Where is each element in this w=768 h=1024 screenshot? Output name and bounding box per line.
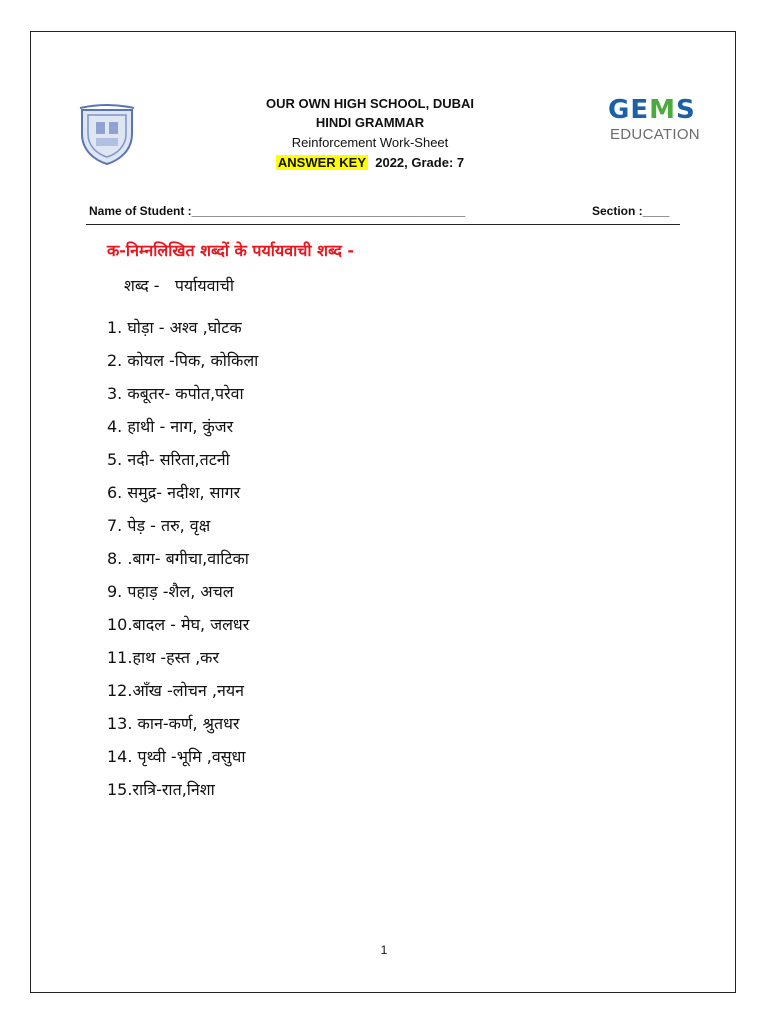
list-item: 11.हाथ -हस्त ,कर: [107, 648, 220, 667]
subject-title: HINDI GRAMMAR: [315, 115, 425, 130]
list-item: 15.रात्रि-रात,निशा: [107, 780, 215, 799]
answer-list: [107, 315, 258, 810]
answer-key-badge: ANSWER KEY: [277, 155, 366, 170]
list-item: 8. .बाग- बगीचा,वाटिका: [107, 549, 249, 568]
worksheet-title: Reinforcement Work-Sheet: [291, 135, 449, 150]
question-title: क-निम्नलिखित शब्दों के पर्यायवाची शब्द -: [107, 241, 355, 260]
student-name-field: Name of Student :_________________________________________: [89, 204, 466, 218]
gems-education-logo: [608, 96, 702, 148]
header-divider: [86, 224, 680, 225]
list-item: 14. पृथ्वी -भूमि ,वसुधा: [107, 747, 246, 766]
list-item: 7. पेड़ - तरु, वृक्ष: [107, 516, 211, 535]
list-item: 3. कबूतर- कपोत,परेवा: [107, 384, 244, 403]
year-grade: 2022, Grade: 7: [375, 155, 465, 170]
list-item: 12.आँख -लोचन ,नयन: [107, 681, 244, 700]
column-header: शब्द - पर्यायवाची: [124, 276, 234, 295]
gems-tagline: EDUCATION: [610, 126, 700, 143]
answer-key-row: [250, 153, 490, 172]
list-item: 5. नदी- सरिता,तटनी: [107, 450, 230, 469]
list-item: 13. कान-कर्ण, श्रुतधर: [107, 714, 240, 733]
gems-brand-text: GEMS: [608, 95, 696, 125]
list-item: 10.बादल - मेघ, जलधर: [107, 615, 250, 634]
list-item: 2. कोयल -पिक, कोकिला: [107, 351, 259, 370]
list-item: 1. घोड़ा - अश्व ,घोटक: [107, 318, 242, 337]
list-item: 6. समुद्र- नदीश, सागर: [107, 483, 241, 502]
school-crest-logo: [78, 104, 136, 166]
list-item: 9. पहाड़ -शैल, अचल: [107, 582, 234, 601]
school-name: OUR OWN HIGH SCHOOL, DUBAI: [266, 96, 474, 111]
page-number: 1: [380, 943, 388, 957]
list-item: 4. हाथी - नाग, कुंजर: [107, 417, 234, 436]
section-field: Section :____: [592, 204, 670, 218]
